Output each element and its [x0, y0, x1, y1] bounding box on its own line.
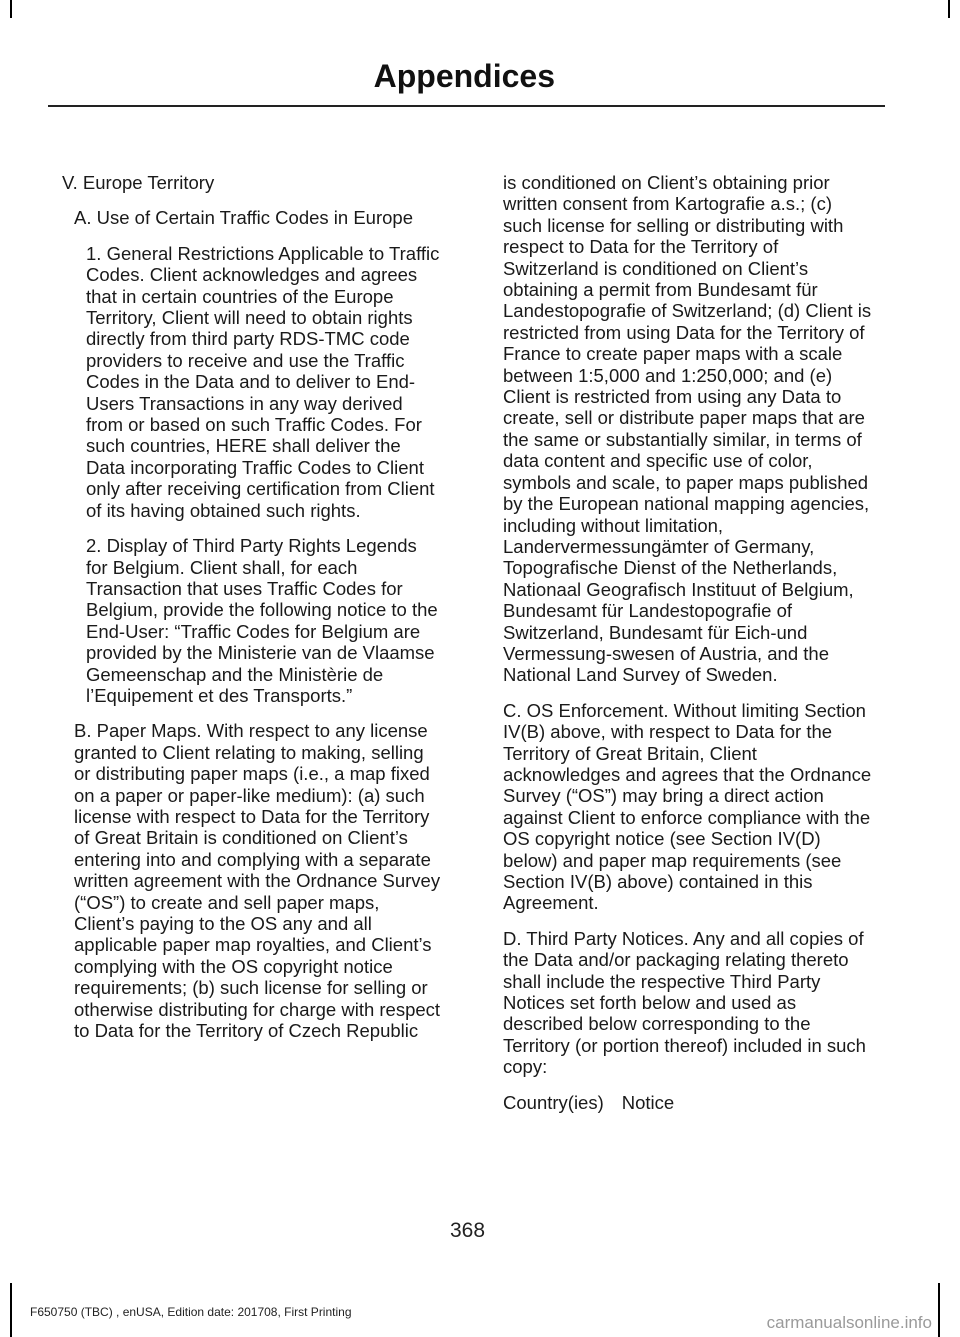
notice-table-header	[503, 1092, 875, 1113]
footer-edition: F650750 (TBC) , enUSA, Edition date: 201708, First Printing	[30, 1305, 352, 1319]
left-column	[62, 172, 442, 1055]
section-b-continued: is conditioned on Client’s obtaining prior written consent from Kartografie a.s.; (c) such license for selling or distributing with respect to Data for the Territory of Switzerland is conditioned on Client’s obtaining a permit from Bundesamt für Landestopografie of Switzerland; (d) Client is restricted from using Data for the Territory of France to create paper maps with a scale between 1:5,000 and 1:250,000; and (e) Client is restricted from using any Data to create, sell or distribute paper maps that are the same or substantially similar, in terms of data content and specific use of color, symbols and scale, to paper maps published by the European national mapping agencies, including without limitation, Landervermessungämter of Germany, Topografische Dienst of the Netherlands, Nationaal Geografisch Instituut of Belgium, Bundesamt für Landestopografie of Switzerland, Bundesamt für Eich-und Vermessung-swesen of Austria, and the National Land Survey of Sweden.	[503, 172, 872, 686]
crop-mark-top-right	[948, 0, 950, 18]
item-1-paragraph: 1. General Restrictions Applicable to Traffic Codes. Client acknowledges and agrees that in certain countries of the Europe Territory, Client will need to obtain rights directly from third party RDS-TMC code providers to receive and use the Traffic Codes in the Data and to deliver to End-Users Transactions in any way derived from or based on such Traffic Codes. For such countries, HERE shall deliver the Data incorporating Traffic Codes to Client only after receiving certification from Client of its having obtained such rights.	[86, 242, 440, 521]
section-a-heading: A. Use of Certain Traffic Codes in Europe	[74, 207, 413, 229]
header-divider	[48, 105, 885, 107]
watermark: carmanualsonline.info	[766, 1313, 932, 1332]
table-header-notice: Notice	[621, 1091, 675, 1113]
right-column	[503, 172, 875, 1113]
item-2-paragraph: 2. Display of Third Party Rights Legends for Belgium. Client shall, for each Transaction that uses Traffic Codes for Belgium, provide the following notice to the End-User: “Traffic Codes for Belgium are provided by the Ministerie van de Vlaamse Gemeenschap and the Ministèrie de l’Equipement et des Transports.”	[86, 535, 438, 706]
crop-mark-top-left	[10, 0, 12, 18]
table-header-country: Country(ies)	[503, 1091, 604, 1113]
crop-mark-bottom-right	[938, 1283, 940, 1337]
page-number: 368	[449, 1219, 486, 1242]
territory-heading: V. Europe Territory	[62, 172, 215, 193]
section-b-paragraph: B. Paper Maps. With respect to any license granted to Client relating to making, selling or distributing paper maps (i.e., a map fixed on a paper or paper-like medium): (a) such license with respect to Data for the Territory of Great Britain is conditioned on Client’s entering into and complying with a separate written agreement with the Ordnance Survey (“OS”) to create and sell paper maps, Client’s paying to the OS any and all applicable paper map royalties, and Client’s complying with the OS copyright notice requirements; (b) such license for selling or otherwise distributing for charge with respect to Data for the Territory of Czech Republic	[74, 720, 441, 1042]
section-c-paragraph: C. OS Enforcement. Without limiting Section IV(B) above, with respect to Data for the Territory of Great Britain, Client acknowledges and agrees that the Ordnance Survey (“OS”) may bring a direct action against Client to enforce compliance with the OS copyright notice (see Section IV(D) below) and paper map requirements (see Section IV(B) above) contained in this Agreement.	[503, 699, 872, 914]
crop-mark-bottom-left	[10, 1283, 12, 1337]
page-title: Appendices	[373, 58, 555, 94]
section-d-paragraph: D. Third Party Notices. Any and all copies of the Data and/or packaging relating thereto shall include the respective Third Party Notices set forth below and used as described below corresponding to the Territory (or portion thereof) included in such copy:	[503, 927, 866, 1078]
